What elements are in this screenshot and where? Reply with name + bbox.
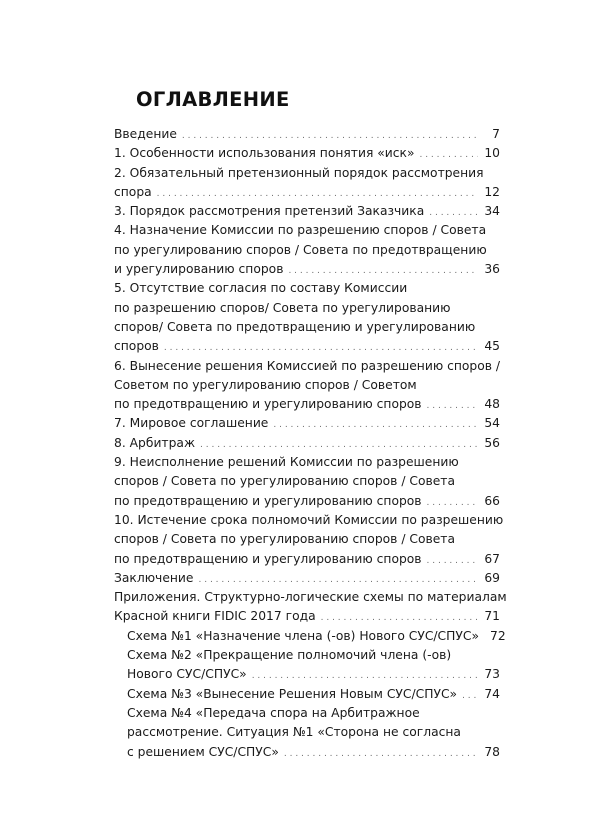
toc-entry[interactable] (114, 357, 500, 415)
dot-leader (288, 267, 478, 276)
toc-subentry[interactable] (114, 646, 500, 685)
toc-entry-title-line: 10. Истечение срока полномочий Комиссии по разрешению (114, 512, 504, 527)
page-number: 72 (490, 628, 506, 643)
toc-entry-title-line: по разрешению споров/ Совета по урегулированию (114, 300, 451, 315)
toc-entry[interactable] (114, 434, 500, 453)
toc-entry-title-line: 4. Назначение Комиссии по разрешению споров / Совета (114, 223, 487, 238)
dot-leader (427, 402, 479, 411)
page-number: 34 (484, 204, 500, 219)
toc-entry[interactable] (114, 221, 500, 279)
toc-entry[interactable] (114, 453, 500, 511)
toc-entry[interactable] (114, 164, 500, 203)
toc-entry-title-line: 9. Неисполнение решений Комиссии по разрешению (114, 455, 459, 470)
toc-entry-title-line: Схема №2 «Прекращение полномочий члена (-ов) (127, 648, 452, 663)
page-number: 10 (484, 146, 500, 161)
toc-entry[interactable] (114, 588, 507, 627)
dot-leader (427, 557, 479, 566)
toc-entry-title-line: 6. Вынесение решения Комиссией по разрешению споров / (114, 358, 501, 373)
dot-leader (429, 209, 478, 218)
dot-leader (252, 672, 479, 681)
dot-leader (182, 132, 480, 141)
page-number: 7 (492, 127, 500, 141)
toc-entry[interactable] (114, 202, 500, 221)
toc-entry-title-line: Советом по урегулированию споров / Советом (114, 377, 417, 392)
toc-entry-title-line: и урегулированию споров (114, 262, 284, 277)
toc-entry-title-line: 5. Отсутствие согласия по составу Комиссии (114, 281, 408, 296)
toc-entry-title-line: рассмотрение. Ситуация №1 «Сторона не согласна (127, 725, 461, 740)
toc-entry-title-line: Красной книги FIDIC 2017 года (114, 609, 316, 624)
toc-entry-title-line: споров (114, 339, 159, 354)
dot-leader (199, 576, 479, 585)
toc-entry[interactable] (114, 511, 504, 569)
page-number: 12 (484, 184, 500, 199)
dot-leader (427, 499, 479, 508)
toc-entry[interactable] (114, 144, 500, 163)
page-number: 67 (484, 551, 500, 566)
page-number: 56 (484, 435, 500, 450)
toc-entry-title-line: с решением СУС/СПУС» (127, 744, 279, 759)
page-number: 74 (484, 686, 500, 701)
dot-leader (157, 190, 479, 199)
toc-entry[interactable] (114, 569, 500, 588)
toc-entry-title-line: по предотвращению и урегулированию споров (114, 397, 422, 412)
toc-subentry[interactable] (114, 704, 500, 762)
toc-entry-title-line: Схема №3 «Вынесение Решения Новым СУС/СПУС» (127, 686, 458, 701)
toc-subentry[interactable] (114, 627, 506, 646)
dot-leader (462, 692, 478, 701)
page-number: 66 (484, 493, 500, 508)
toc-entry-title-line: 3. Порядок рассмотрения претензий Заказчика (114, 204, 425, 219)
page-number: 78 (484, 744, 500, 759)
toc-entry-title-line: по предотвращению и урегулированию споров (114, 493, 422, 508)
toc-entry-title-line: по урегулированию споров / Совета по предотвращению (114, 242, 487, 257)
toc-entry-title-line: по предотвращению и урегулированию споров (114, 551, 422, 566)
toc-entry[interactable] (114, 125, 500, 144)
toc-entry-title-line: 2. Обязательный претензионный порядок рассмотрения (114, 165, 484, 180)
dot-leader (321, 614, 479, 623)
page-number: 71 (484, 609, 500, 624)
toc-entry-title-line: Схема №4 «Передача спора на Арбитражное (127, 705, 420, 720)
toc-entry-title-line: спора (114, 184, 152, 199)
toc-entry-title-line: 1. Особенности использования понятия «иск» (114, 146, 415, 161)
dot-leader (419, 151, 478, 160)
dot-leader (273, 421, 478, 430)
toc-entry-title-line: Заключение (114, 570, 194, 585)
page-number: 48 (484, 397, 500, 412)
page-title: ОГЛАВЛЕНИЕ (136, 88, 290, 111)
toc-entry-title-line: 7. Мировое соглашение (114, 416, 269, 431)
toc-subentry[interactable] (114, 685, 500, 704)
toc-entry-title-line: Нового СУС/СПУС» (127, 667, 247, 682)
toc-entry[interactable] (114, 279, 500, 356)
page-number: 36 (484, 262, 500, 277)
toc-entry-title-line: споров/ Совета по предотвращению и урегулированию (114, 319, 476, 334)
page-number: 45 (484, 339, 500, 354)
page-number: 73 (484, 667, 500, 682)
page-number: 69 (484, 570, 500, 585)
toc-entry-title-line: Приложения. Структурно-логические схемы по материалам (114, 590, 507, 605)
toc-entry-title-line: Схема №1 «Назначение члена (-ов) Нового СУС/СПУС» (127, 628, 479, 643)
toc-entry-title-line: Введение (114, 127, 177, 141)
toc-entry-title-line: 8. Арбитраж (114, 435, 196, 450)
toc-entry-title-line: споров / Совета по урегулированию споров / Совета (114, 532, 455, 547)
dot-leader (164, 344, 478, 353)
toc-entry-title-line: споров / Совета по урегулированию споров / Совета (114, 474, 455, 489)
dot-leader (200, 441, 478, 450)
toc-entry[interactable] (114, 414, 500, 433)
table-of-contents (114, 125, 507, 762)
page-number: 54 (484, 416, 500, 431)
dot-leader (284, 750, 478, 759)
